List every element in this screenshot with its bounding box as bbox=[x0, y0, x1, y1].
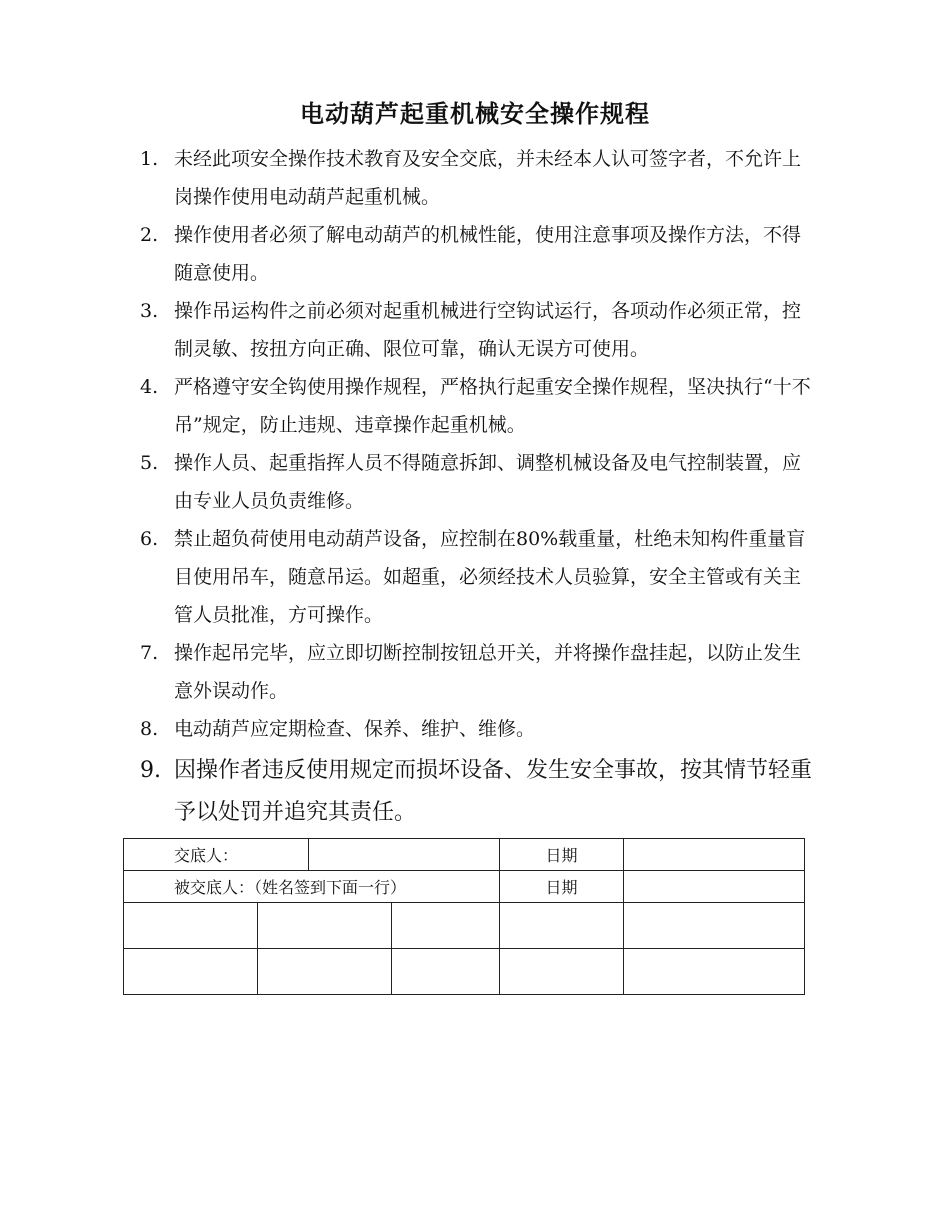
date-label: 日期 bbox=[500, 839, 624, 871]
rule-number: 1. bbox=[140, 148, 159, 170]
rule-text: 操作人员、起重指挥人员不得随意拆卸、调整机械设备及电气控制装置，应由专业人员负责维修。 bbox=[174, 452, 802, 512]
briefer-row bbox=[124, 839, 805, 871]
briefer-label: 交底人： bbox=[124, 839, 309, 871]
page-title: 电动葫芦起重机械安全操作规程 bbox=[300, 100, 650, 128]
rule-number: 3. bbox=[140, 300, 159, 322]
rule-number: 5. bbox=[140, 452, 159, 474]
signature-cell[interactable] bbox=[124, 949, 258, 995]
signature-cell[interactable] bbox=[392, 949, 500, 995]
rule-item bbox=[140, 520, 815, 634]
rule-text: 电动葫芦应定期检查、保养、维护、维修。 bbox=[174, 718, 536, 740]
rule-item bbox=[140, 710, 815, 748]
signature-row bbox=[124, 949, 805, 995]
rule-text: 操作吊运构件之前必须对起重机械进行空钩试运行，各项动作必须正常，控制灵敏、按扭方向正确、限位可靠，确认无误方可使用。 bbox=[174, 300, 802, 360]
rule-item bbox=[140, 368, 815, 444]
signature-cell[interactable] bbox=[124, 903, 258, 949]
signature-row bbox=[124, 903, 805, 949]
signature-cell[interactable] bbox=[500, 949, 624, 995]
signature-cell[interactable] bbox=[258, 903, 392, 949]
rule-text: 操作使用者必须了解电动葫芦的机械性能，使用注意事项及操作方法，不得随意使用。 bbox=[174, 224, 802, 284]
rule-text: 未经此项安全操作技术教育及安全交底，并未经本人认可签字者，不允许上岗操作使用电动葫芦起重机械。 bbox=[174, 148, 802, 208]
rule-text: 严格遵守安全钩使用操作规程，严格执行起重安全操作规程，坚决执行“十不吊”规定，防止违规、违章操作起重机械。 bbox=[174, 376, 811, 436]
signature-table bbox=[123, 838, 805, 995]
recipient-row bbox=[124, 871, 805, 903]
date-field[interactable] bbox=[624, 871, 805, 903]
rule-number: 9. bbox=[140, 758, 161, 783]
rules-list bbox=[140, 140, 815, 834]
signature-cell[interactable] bbox=[392, 903, 500, 949]
rule-text: 操作起吊完毕，应立即切断控制按钮总开关，并将操作盘挂起，以防止发生意外误动作。 bbox=[174, 642, 802, 702]
rule-number: 4. bbox=[140, 376, 159, 398]
rule-item bbox=[140, 444, 815, 520]
date-field[interactable] bbox=[624, 839, 805, 871]
rule-item bbox=[140, 634, 815, 710]
briefer-signature-field[interactable] bbox=[309, 839, 500, 871]
rule-text: 禁止超负荷使用电动葫芦设备，应控制在80%载重量，杜绝未知构件重量盲目使用吊车，随意吊运。如超重，必须经技术人员验算，安全主管或有关主管人员批准，方可操作。 bbox=[174, 528, 806, 626]
rule-item bbox=[140, 140, 815, 216]
rule-number: 2. bbox=[140, 224, 159, 246]
rule-text: 因操作者违反使用规定而损坏设备、发生安全事故，按其情节轻重予以处罚并追究其责任。 bbox=[174, 758, 813, 825]
rule-item bbox=[140, 292, 815, 368]
rule-number: 6. bbox=[140, 528, 159, 550]
date-label: 日期 bbox=[500, 871, 624, 903]
signature-cell[interactable] bbox=[624, 903, 805, 949]
rule-number: 7. bbox=[140, 642, 159, 664]
signature-cell[interactable] bbox=[500, 903, 624, 949]
rule-item bbox=[140, 216, 815, 292]
signature-cell[interactable] bbox=[624, 949, 805, 995]
recipient-label: 被交底人：（姓名签到下面一行） bbox=[124, 871, 500, 903]
rule-item bbox=[140, 750, 815, 834]
rule-number: 8. bbox=[140, 718, 159, 740]
signature-cell[interactable] bbox=[258, 949, 392, 995]
